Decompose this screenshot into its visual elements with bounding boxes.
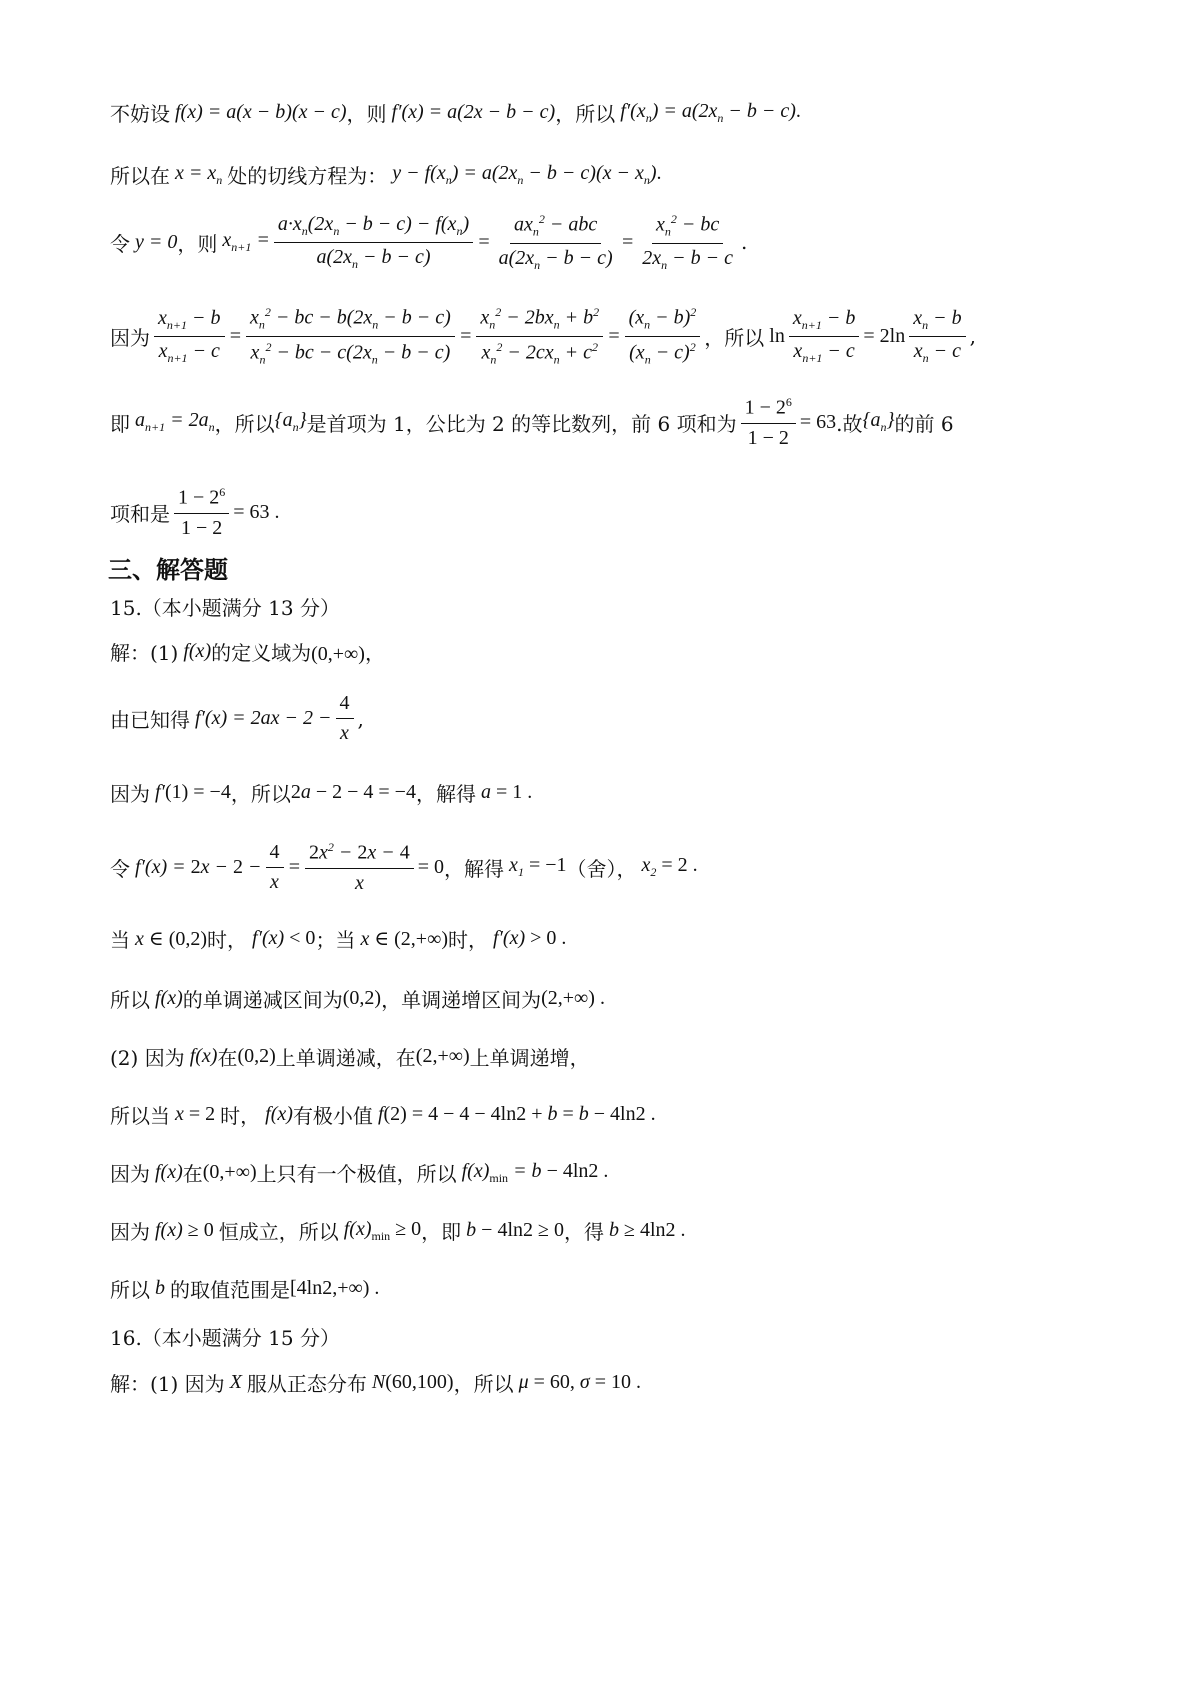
math: y = 0 <box>130 230 178 253</box>
fraction: $\frac{x_n^2 - bc}{2x_n - b - c}$ <box>642 212 733 272</box>
q15-line-3: 因为 f′(1) = −4 ，所以 2a − 2 − 4 = −4 ，解得 a = 1 . <box>110 781 533 806</box>
fraction: $\frac{a\cdot x_n(2x_n - b - c) - f(x_n)}{a(2x_n - b - c)}$ <box>274 213 473 272</box>
fraction: $\frac{2x^2 - 2x - 4}{x}$ <box>305 840 414 895</box>
fraction: $\frac{ax_n^2 - abc}{a(2x_n - b - c)}$ <box>498 212 613 272</box>
q15-line-5: 当 x ∈ (0,2) 时， f′(x) < 0 ；当 x ∈ (2,+∞) 时， f′(x) > 0 . <box>110 927 567 952</box>
fraction: $\frac{1 - 2^6}{1 - 2}$ <box>174 485 229 540</box>
math: $y - f(x_n) = a(2x_n - b - c)(x - x_n)$. <box>387 161 662 187</box>
fraction: $\frac{(x_n - b)^2}{(x_n - c)^2}$ <box>625 305 701 367</box>
q15-line-1: 解：(1) f(x) 的定义域为 (0,+∞)， <box>110 640 385 665</box>
q16-line-1: 解：(1) 因为 X 服从正态分布 N(60,100) ，所以 μ = 60, σ = 10 . <box>110 1371 642 1396</box>
fraction: $\frac{x_n^2 - 2bx_n + b^2}{x_n^2 - 2cx_n + c^2}$ <box>476 305 603 367</box>
section-title: 三、解答题 <box>108 556 228 584</box>
solution-line-3: 令 y = 0 ，则 $x_{n+1}$ = $\frac{a\cdot x_n(2x_n - b - c) - f(x_n)}{a(2x_n - b - c)}$ = $\frac{ax_n^2 - abc}{a(2x_n - b - c)}$ = $\frac{x_n^2 - bc}{2x_n - b - c}$ . <box>110 212 748 272</box>
solution-line-2: 所以在 $x = x_n$ 处的切线方程为： $y - f(x_n) = a(2x_n - b - c)(x - x_n)$. <box>110 161 662 188</box>
q16-header: 16.（本小题满分 15 分） <box>110 1326 340 1350</box>
q15-line-7: (2) 因为 f(x) 在 (0,2) 上单调递减，在 (2,+∞) 上单调递增， <box>110 1045 590 1070</box>
solution-line-4: 因为 $\frac{x_{n+1} - b}{x_{n+1} - c}$ = $\frac{x_n^2 - bc - b(2x_n - b - c)}{x_n^2 - bc - c(2x_n - b - c)}$ = $\frac{x_n^2 - 2bx_n + b^2}{x_n^2 - 2cx_n + c^2}$ = $\frac{(x_n - b)^2}{(x_n - c)^2}$ ，所以 ln $\frac{x_{n+1} - b}{x_{n+1} - c}$ = 2ln $\frac{x_n - b}{x_n - c}$ , <box>110 305 976 367</box>
q15-line-4: 令 f′(x) = 2x − 2 − $\frac{4}{x}$ = $\frac{2x^2 - 2x - 4}{x}$ = 0 ，解得 $x_1 = -1$ （舍）， $x_2 = 2$ . <box>110 840 698 894</box>
fraction: $\frac{1 - 2^6}{1 - 2}$ <box>741 395 796 450</box>
math: $x_{n+1}$ = <box>217 229 270 255</box>
q15-line-6: 所以 f(x) 的单调递减区间为 (0,2) ，单调递增区间为 (2,+∞) . <box>110 987 605 1012</box>
fraction: $\frac{x_n - b}{x_n - c}$ <box>909 307 965 366</box>
math: f(x) = a(x − b)(x − c) <box>170 101 347 123</box>
fraction: $\frac{x_{n+1} - b}{x_{n+1} - c}$ <box>154 307 225 366</box>
solution-line-5: 即 $a_{n+1} = 2a_n$ ，所以 $\{a_n\}$ 是首项为 1，公比为 2 的等比数列，前 6 项和为 $\frac{1 - 2^6}{1 - 2}$ = 63 .故 $\{a_n\}$ 的前 6 <box>110 395 954 449</box>
q15-line-10: 因为 f(x) ≥ 0 恒成立，所以 $f(x)_{min} \ge 0$ ，即 b − 4ln2 ≥ 0 ，得 b ≥ 4ln2 . <box>110 1217 686 1244</box>
math: $f'(x_n) = a(2x_n - b - c)$. <box>615 99 801 125</box>
fraction: $\frac{x_n^2 - bc - b(2x_n - b - c)}{x_n^2 - bc - c(2x_n - b - c)}$ <box>246 305 455 367</box>
fraction: $\frac{4}{x}$ <box>266 841 284 894</box>
q15-line-8: 所以当 x = 2 时， f(x) 有极小值 f(2) = 4 − 4 − 4ln2 + b = b − 4ln2 . <box>110 1103 656 1128</box>
fraction: $\frac{4}{x}$ <box>336 692 354 745</box>
q15-header: 15.（本小题满分 13 分） <box>110 596 340 620</box>
solution-line-1: 不妨设 f(x) = a(x − b)(x − c) ，则 f′(x) = a(2x − b − c) ，所以 $f'(x_n) = a(2x_n - b - c)$. <box>110 99 801 126</box>
q15-line-11: 所以 b 的取值范围是 [4ln2,+∞) . <box>110 1277 380 1302</box>
solution-line-6: 项和是 $\frac{1 - 2^6}{1 - 2}$ = 63 . <box>110 485 280 539</box>
math: $x = x_n$ <box>170 161 223 187</box>
q15-line-9: 因为 f(x) 在 (0,+∞) 上只有一个极值，所以 $f(x)_{min} = b - 4\ln 2$ . <box>110 1159 609 1186</box>
fraction: $\frac{x_{n+1} - b}{x_{n+1} - c}$ <box>789 307 860 366</box>
q15-line-2: 由已知得 f′(x) = 2ax − 2 − $\frac{4}{x}$ , <box>110 692 364 744</box>
math: f′(x) = a(2x − b − c) <box>386 101 556 123</box>
